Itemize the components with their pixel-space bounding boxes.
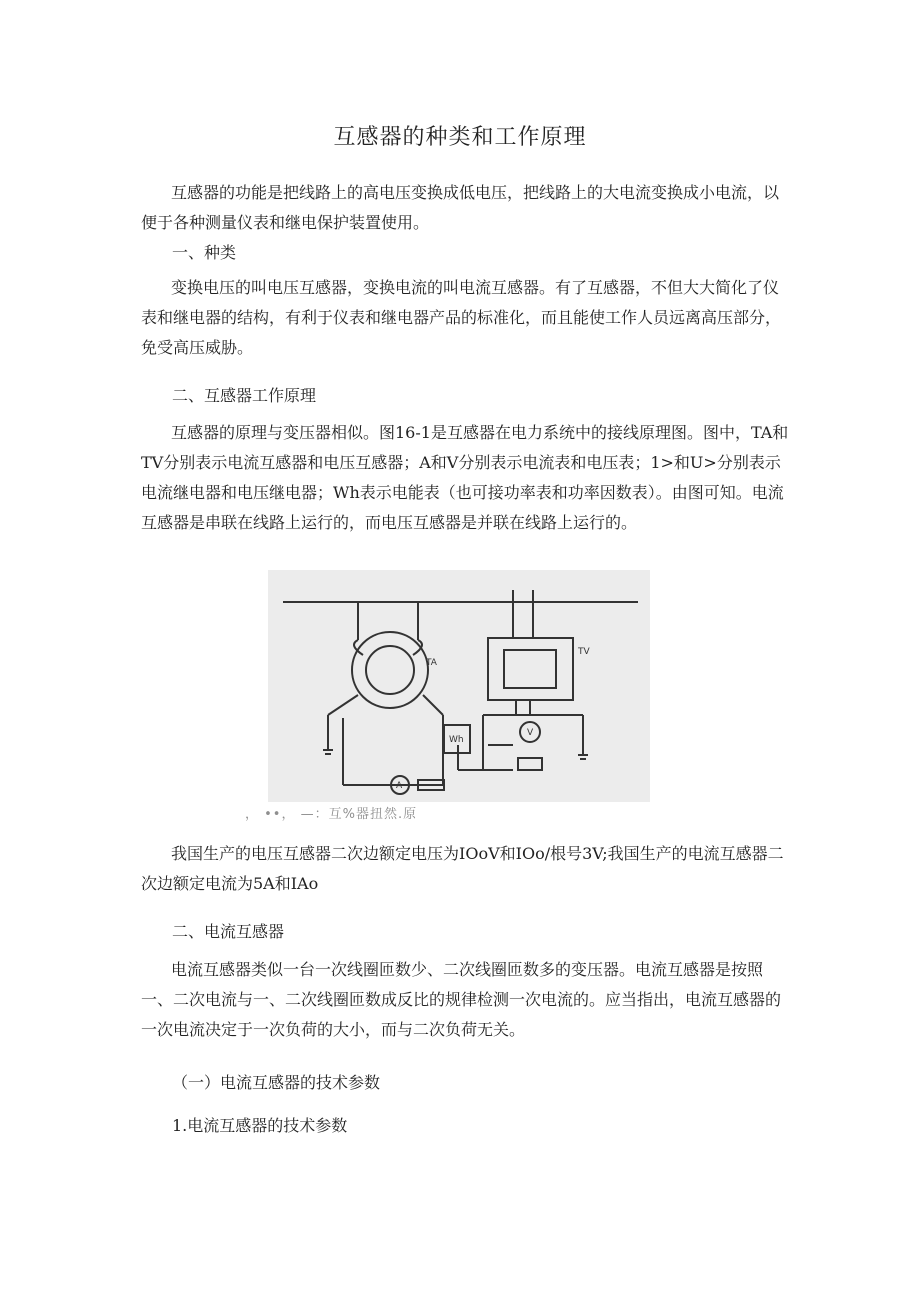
label-wh: Wh <box>449 735 464 745</box>
section-heading-current-transformer: 二、电流互感器 <box>172 922 285 941</box>
types-paragraph: 变换电压的叫电压互感器，变换电流的叫电流互感器。有了互感器，不但大大简化了仪表和继电器的结构，有利于仪表和继电器产品的标准化，而且能使工作人员远离高压部分，免受高压威胁。 <box>141 278 782 357</box>
label-v: V <box>527 728 534 738</box>
figure-caption: ， ••， —：互%器扭然.原 <box>245 807 418 822</box>
principle-paragraph: 互感器的原理与变压器相似。图16-1是互感器在电力系统中的接线原理图。图中，TA和TV分别表示电流互感器和电压互感器；A和V分别表示电流表和电压表；1>和U>分别表示电流继电器和电压继电器；Wh表示电能表（也可接功率表和功率因数表）。由图可知。电流互感器是串联在线路上运行的，而电压互感器是并联在线路上运行的。 <box>141 423 789 532</box>
wiring-diagram <box>268 570 650 802</box>
rated-values-paragraph: 我国生产的电压互感器二次边额定电压为IOoV和IOo/根号3V;我国生产的电流互感器二次边额定电流为5A和IAo <box>141 844 784 893</box>
section-heading-principle: 二、互感器工作原理 <box>172 386 317 405</box>
item-heading-tech-params: 1.电流互感器的技术参数 <box>172 1116 348 1135</box>
label-tv: TV <box>578 647 590 657</box>
wiring-diagram-figure <box>268 570 650 802</box>
page-title: 互感器的种类和工作原理 <box>333 125 587 150</box>
section-heading-types: 一、种类 <box>172 243 237 262</box>
current-transformer-paragraph: 电流互感器类似一台一次线圈匝数少、二次线圈匝数多的变压器。电流互感器是按照一、二次电流与一、二次线圈匝数成反比的规律检测一次电流的。应当指出，电流互感器的一次电流决定于一次负荷的大小，而与二次负荷无关。 <box>141 960 782 1039</box>
label-ta: TA <box>426 658 437 668</box>
subsection-heading-tech-params: （一）电流互感器的技术参数 <box>172 1073 381 1092</box>
intro-paragraph: 互感器的功能是把线路上的高电压变换成低电压，把线路上的大电流变换成小电流，以便于各种测量仪表和继电保护装置使用。 <box>141 183 780 232</box>
label-a: A <box>396 781 403 791</box>
